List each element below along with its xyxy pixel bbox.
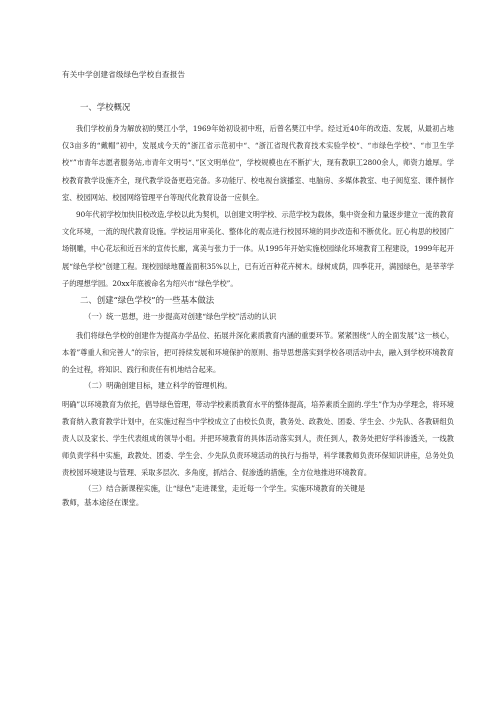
subheading-new-curriculum-continued: 教师，基本途径在课堂。	[62, 497, 144, 507]
paragraph-management-structure: 明确”以环境教育为依托，倡导绿色管理，带动学校素质教育水平的整体提高，培养素质全面的.学生”作为办学理念，将环境教育纳入教育教学计划中，在实施过程当中学校成立了由校长负责，教务处、政教处、团委、学生会、少先队、各教研组负责人以及家长、学生代表组成的领导小组。并把环境教育的具体活动落实到人，责任到人，教务处把好学科渗透关，一线教师负责学科中实施，政教处、团委、学生会、少先队负责环境活动的执行与指导，科学课教师负责环保知识讲座，总务处负责校园环境建设与管理、采取多层次、多角度，抓结合、促渗透的措施，全方位地推进环境教育。	[62, 399, 454, 478]
document-title: 有关中学创建省级绿色学校自查报告	[62, 70, 186, 79]
section-heading-school-overview: 一、学校概况	[80, 102, 131, 112]
subheading-management-structure: （二）明确创建目标，建立科学的管理机构。	[84, 380, 232, 390]
subheading-unify-thinking: （一）统一思想，进一步提高对创建“绿色学校”活动的认识	[84, 312, 277, 322]
paragraph-campus-environment: 90年代初学校加快旧校改造,学校以此为契机，以创建文明学校、示范学校为载体，集中资金和力量逐步建立一流的教育文化环境，一流的现代教育设施。学校运用审美化、整体化的观点进行校园环境的同步改造和不断优化。匠心构思的校园广场钢雕，中心花坛和近百米的宣传长廊，寓美与张力于一体。从1995年开始实施校园绿化环境教育工程建设，1999年起开展“绿色学校”创建工程。现校园绿地覆盖面积35%以上，已有近百种花卉树木。绿树成荫，四季花开，满园绿色，是莘莘学子的理想学园。20xx年底被命名为绍兴市“绿色学校”。	[62, 210, 454, 288]
paragraph-unify-thinking: 我们将绿色学校的创建作为提高办学品位、拓展并深化素质教育内涵的重要环节。紧紧围绕“人的全面发展”这一核心，本着”尊重人和完善人”的宗旨，把可持续发展和环境保护的原则、指导思想落实到学校各项活动中去，融入到学校环境教育的全过程，将知识、践行和责任有机地结合起来。	[62, 331, 454, 375]
section-heading-basic-practices: 二、创建“绿色学校”的一些基本做法	[80, 295, 215, 306]
paragraph-school-history: 我们学校前身为解放初的樊江小学，1969年始初设初中班，后曾名樊江中学。经过近40年的改造、发展，从最初占地仅3亩多的“戴帽”初中，发展成今天的”浙江省示范初中“、“浙江省现代教育技术实验学校“、“市绿色学校“、“市卫生学校“”市青年志愿者服务站,市青年文明号“、”区文明单位”，学校规模也在不断扩大，现有教职工2800余人，师资力雄厚。学校教育教学设施齐全，现代教学设备更趋完备。多功能厅、校电视台演播室、电脑房、多媒体教室、电子阅览室、课件制作室、校园网站、校园网络管理平台等现代化教育设备一应俱全。	[62, 124, 454, 202]
subheading-new-curriculum: （三）结合新课程实施，让“绿色”走进课堂，走近每一个学生。实施环境教育的关键是	[84, 483, 366, 493]
